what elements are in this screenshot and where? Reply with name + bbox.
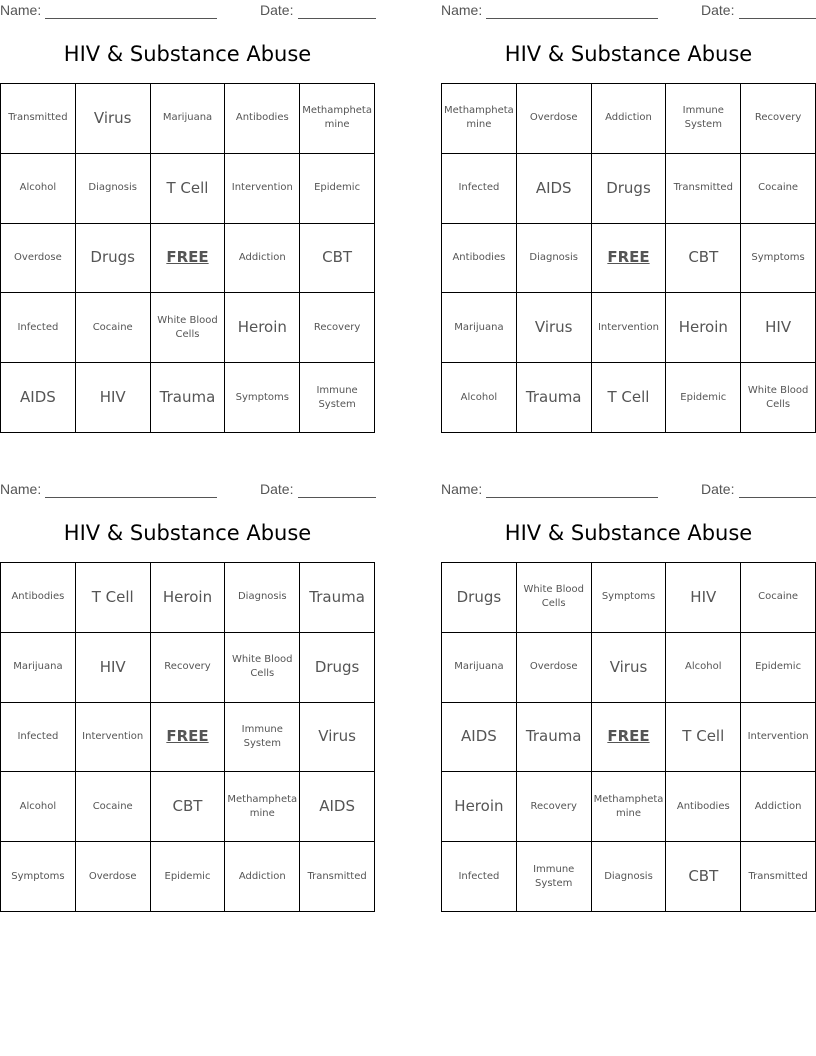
bingo-cell[interactable]: HIV: [741, 293, 816, 363]
bingo-cell[interactable]: Cocaine: [76, 772, 151, 842]
bingo-cell[interactable]: Methamphetamine: [592, 772, 667, 842]
bingo-cell[interactable]: Overdose: [1, 224, 76, 294]
bingo-cell[interactable]: Antibodies: [1, 563, 76, 633]
bingo-cell[interactable]: Recovery: [517, 772, 592, 842]
bingo-cell[interactable]: Symptoms: [741, 224, 816, 294]
bingo-cell[interactable]: AIDS: [442, 703, 517, 773]
bingo-cell[interactable]: Alcohol: [442, 363, 517, 433]
bingo-cell[interactable]: Recovery: [741, 84, 816, 154]
bingo-grid: [441, 562, 816, 912]
bingo-cell[interactable]: AIDS: [517, 154, 592, 224]
bingo-cell[interactable]: Overdose: [517, 633, 592, 703]
bingo-cell[interactable]: Infected: [442, 154, 517, 224]
bingo-cell[interactable]: AIDS: [300, 772, 375, 842]
bingo-cell[interactable]: Trauma: [517, 363, 592, 433]
bingo-cell[interactable]: Addiction: [225, 842, 300, 912]
card-title: HIV & Substance Abuse: [63, 521, 312, 545]
bingo-cell[interactable]: Diagnosis: [517, 224, 592, 294]
bingo-cell[interactable]: Diagnosis: [76, 154, 151, 224]
bingo-cell[interactable]: Epidemic: [741, 633, 816, 703]
bingo-cell[interactable]: Marijuana: [442, 293, 517, 363]
date-label: Date:: [701, 481, 735, 497]
bingo-cell[interactable]: CBT: [666, 842, 741, 912]
bingo-cell[interactable]: Recovery: [151, 633, 226, 703]
name-blank: [45, 497, 217, 498]
free-space[interactable]: FREE: [592, 703, 667, 773]
bingo-cell[interactable]: Cocaine: [741, 563, 816, 633]
bingo-cell[interactable]: Antibodies: [442, 224, 517, 294]
bingo-cell[interactable]: Recovery: [300, 293, 375, 363]
bingo-cell[interactable]: Marijuana: [442, 633, 517, 703]
card-title: HIV & Substance Abuse: [63, 42, 312, 66]
bingo-cell[interactable]: HIV: [76, 633, 151, 703]
free-space[interactable]: FREE: [151, 224, 226, 294]
bingo-cell[interactable]: White Blood Cells: [517, 563, 592, 633]
bingo-cell[interactable]: Diagnosis: [592, 842, 667, 912]
date-blank: [298, 18, 376, 19]
bingo-cell[interactable]: Trauma: [300, 563, 375, 633]
bingo-cell[interactable]: Virus: [76, 84, 151, 154]
bingo-cell[interactable]: CBT: [666, 224, 741, 294]
bingo-cell[interactable]: Heroin: [442, 772, 517, 842]
bingo-cell[interactable]: Trauma: [517, 703, 592, 773]
name-label: Name:: [0, 481, 42, 497]
bingo-cell[interactable]: CBT: [151, 772, 226, 842]
bingo-cell[interactable]: Intervention: [76, 703, 151, 773]
bingo-cell[interactable]: Trauma: [151, 363, 226, 433]
bingo-cell[interactable]: Methamphetamine: [300, 84, 375, 154]
bingo-cell[interactable]: Immune System: [300, 363, 375, 433]
bingo-cell[interactable]: Infected: [442, 842, 517, 912]
name-label: Name:: [0, 2, 42, 18]
bingo-cell[interactable]: T Cell: [76, 563, 151, 633]
bingo-cell[interactable]: Addiction: [741, 772, 816, 842]
bingo-cell[interactable]: White Blood Cells: [225, 633, 300, 703]
bingo-cell[interactable]: Overdose: [517, 84, 592, 154]
bingo-cell[interactable]: Alcohol: [1, 772, 76, 842]
bingo-cell[interactable]: Methamphetamine: [225, 772, 300, 842]
bingo-cell[interactable]: White Blood Cells: [741, 363, 816, 433]
bingo-cell[interactable]: Drugs: [592, 154, 667, 224]
bingo-cell[interactable]: Drugs: [300, 633, 375, 703]
bingo-grid: [0, 562, 375, 912]
name-label: Name:: [441, 2, 483, 18]
bingo-cell[interactable]: Heroin: [666, 293, 741, 363]
bingo-card-4: [441, 479, 816, 919]
bingo-cell[interactable]: AIDS: [1, 363, 76, 433]
bingo-cell[interactable]: Immune System: [666, 84, 741, 154]
name-date-line: [0, 2, 375, 20]
free-space[interactable]: FREE: [151, 703, 226, 773]
name-date-line: [0, 481, 375, 499]
name-blank: [486, 497, 658, 498]
bingo-cell[interactable]: Addiction: [225, 224, 300, 294]
bingo-cell[interactable]: Cocaine: [76, 293, 151, 363]
name-blank: [486, 18, 658, 19]
date-label: Date:: [701, 2, 735, 18]
date-label: Date:: [260, 481, 294, 497]
bingo-cell[interactable]: Diagnosis: [225, 563, 300, 633]
bingo-cell[interactable]: Intervention: [225, 154, 300, 224]
bingo-cell[interactable]: Virus: [517, 293, 592, 363]
bingo-cell[interactable]: Virus: [592, 633, 667, 703]
free-space[interactable]: FREE: [592, 224, 667, 294]
bingo-cell[interactable]: Antibodies: [666, 772, 741, 842]
bingo-cell[interactable]: Overdose: [76, 842, 151, 912]
name-label: Name:: [441, 481, 483, 497]
bingo-cell[interactable]: Drugs: [442, 563, 517, 633]
date-blank: [298, 497, 376, 498]
bingo-card-1: [0, 0, 375, 440]
bingo-grid: [441, 83, 816, 433]
bingo-cell[interactable]: Heroin: [151, 563, 226, 633]
bingo-cell[interactable]: Virus: [300, 703, 375, 773]
bingo-cell[interactable]: T Cell: [666, 703, 741, 773]
bingo-cell[interactable]: T Cell: [592, 363, 667, 433]
bingo-cell[interactable]: Transmitted: [300, 842, 375, 912]
bingo-cell[interactable]: Alcohol: [666, 633, 741, 703]
bingo-cell[interactable]: Immune System: [225, 703, 300, 773]
bingo-cell[interactable]: Marijuana: [1, 633, 76, 703]
bingo-grid: [0, 83, 375, 433]
bingo-cell[interactable]: HIV: [666, 563, 741, 633]
bingo-cell[interactable]: Marijuana: [151, 84, 226, 154]
bingo-card-3: [0, 479, 375, 919]
bingo-cell[interactable]: Infected: [1, 293, 76, 363]
bingo-cell[interactable]: Methamphetamine: [442, 84, 517, 154]
name-date-line: [441, 2, 816, 20]
bingo-cell[interactable]: Transmitted: [741, 842, 816, 912]
bingo-cell[interactable]: Addiction: [592, 84, 667, 154]
bingo-cell[interactable]: Transmitted: [666, 154, 741, 224]
date-blank: [739, 497, 816, 498]
bingo-cell[interactable]: Heroin: [225, 293, 300, 363]
bingo-cell[interactable]: Drugs: [76, 224, 151, 294]
bingo-cell[interactable]: Symptoms: [1, 842, 76, 912]
name-date-line: [441, 481, 816, 499]
card-title: HIV & Substance Abuse: [504, 42, 753, 66]
bingo-cell[interactable]: Epidemic: [666, 363, 741, 433]
bingo-cell[interactable]: Cocaine: [741, 154, 816, 224]
bingo-card-2: [441, 0, 816, 440]
bingo-cell[interactable]: Infected: [1, 703, 76, 773]
bingo-cell[interactable]: White Blood Cells: [151, 293, 226, 363]
bingo-cell[interactable]: Intervention: [741, 703, 816, 773]
bingo-cell[interactable]: Symptoms: [225, 363, 300, 433]
name-blank: [45, 18, 217, 19]
card-title: HIV & Substance Abuse: [504, 521, 753, 545]
bingo-cell[interactable]: T Cell: [151, 154, 226, 224]
bingo-cell[interactable]: Epidemic: [300, 154, 375, 224]
bingo-cell[interactable]: Epidemic: [151, 842, 226, 912]
bingo-cell[interactable]: Alcohol: [1, 154, 76, 224]
date-blank: [739, 18, 816, 19]
bingo-cell[interactable]: Transmitted: [1, 84, 76, 154]
bingo-cell[interactable]: Antibodies: [225, 84, 300, 154]
bingo-cell[interactable]: CBT: [300, 224, 375, 294]
bingo-cell[interactable]: Symptoms: [592, 563, 667, 633]
bingo-cell[interactable]: Intervention: [592, 293, 667, 363]
date-label: Date:: [260, 2, 294, 18]
bingo-cell[interactable]: Immune System: [517, 842, 592, 912]
bingo-cell[interactable]: HIV: [76, 363, 151, 433]
